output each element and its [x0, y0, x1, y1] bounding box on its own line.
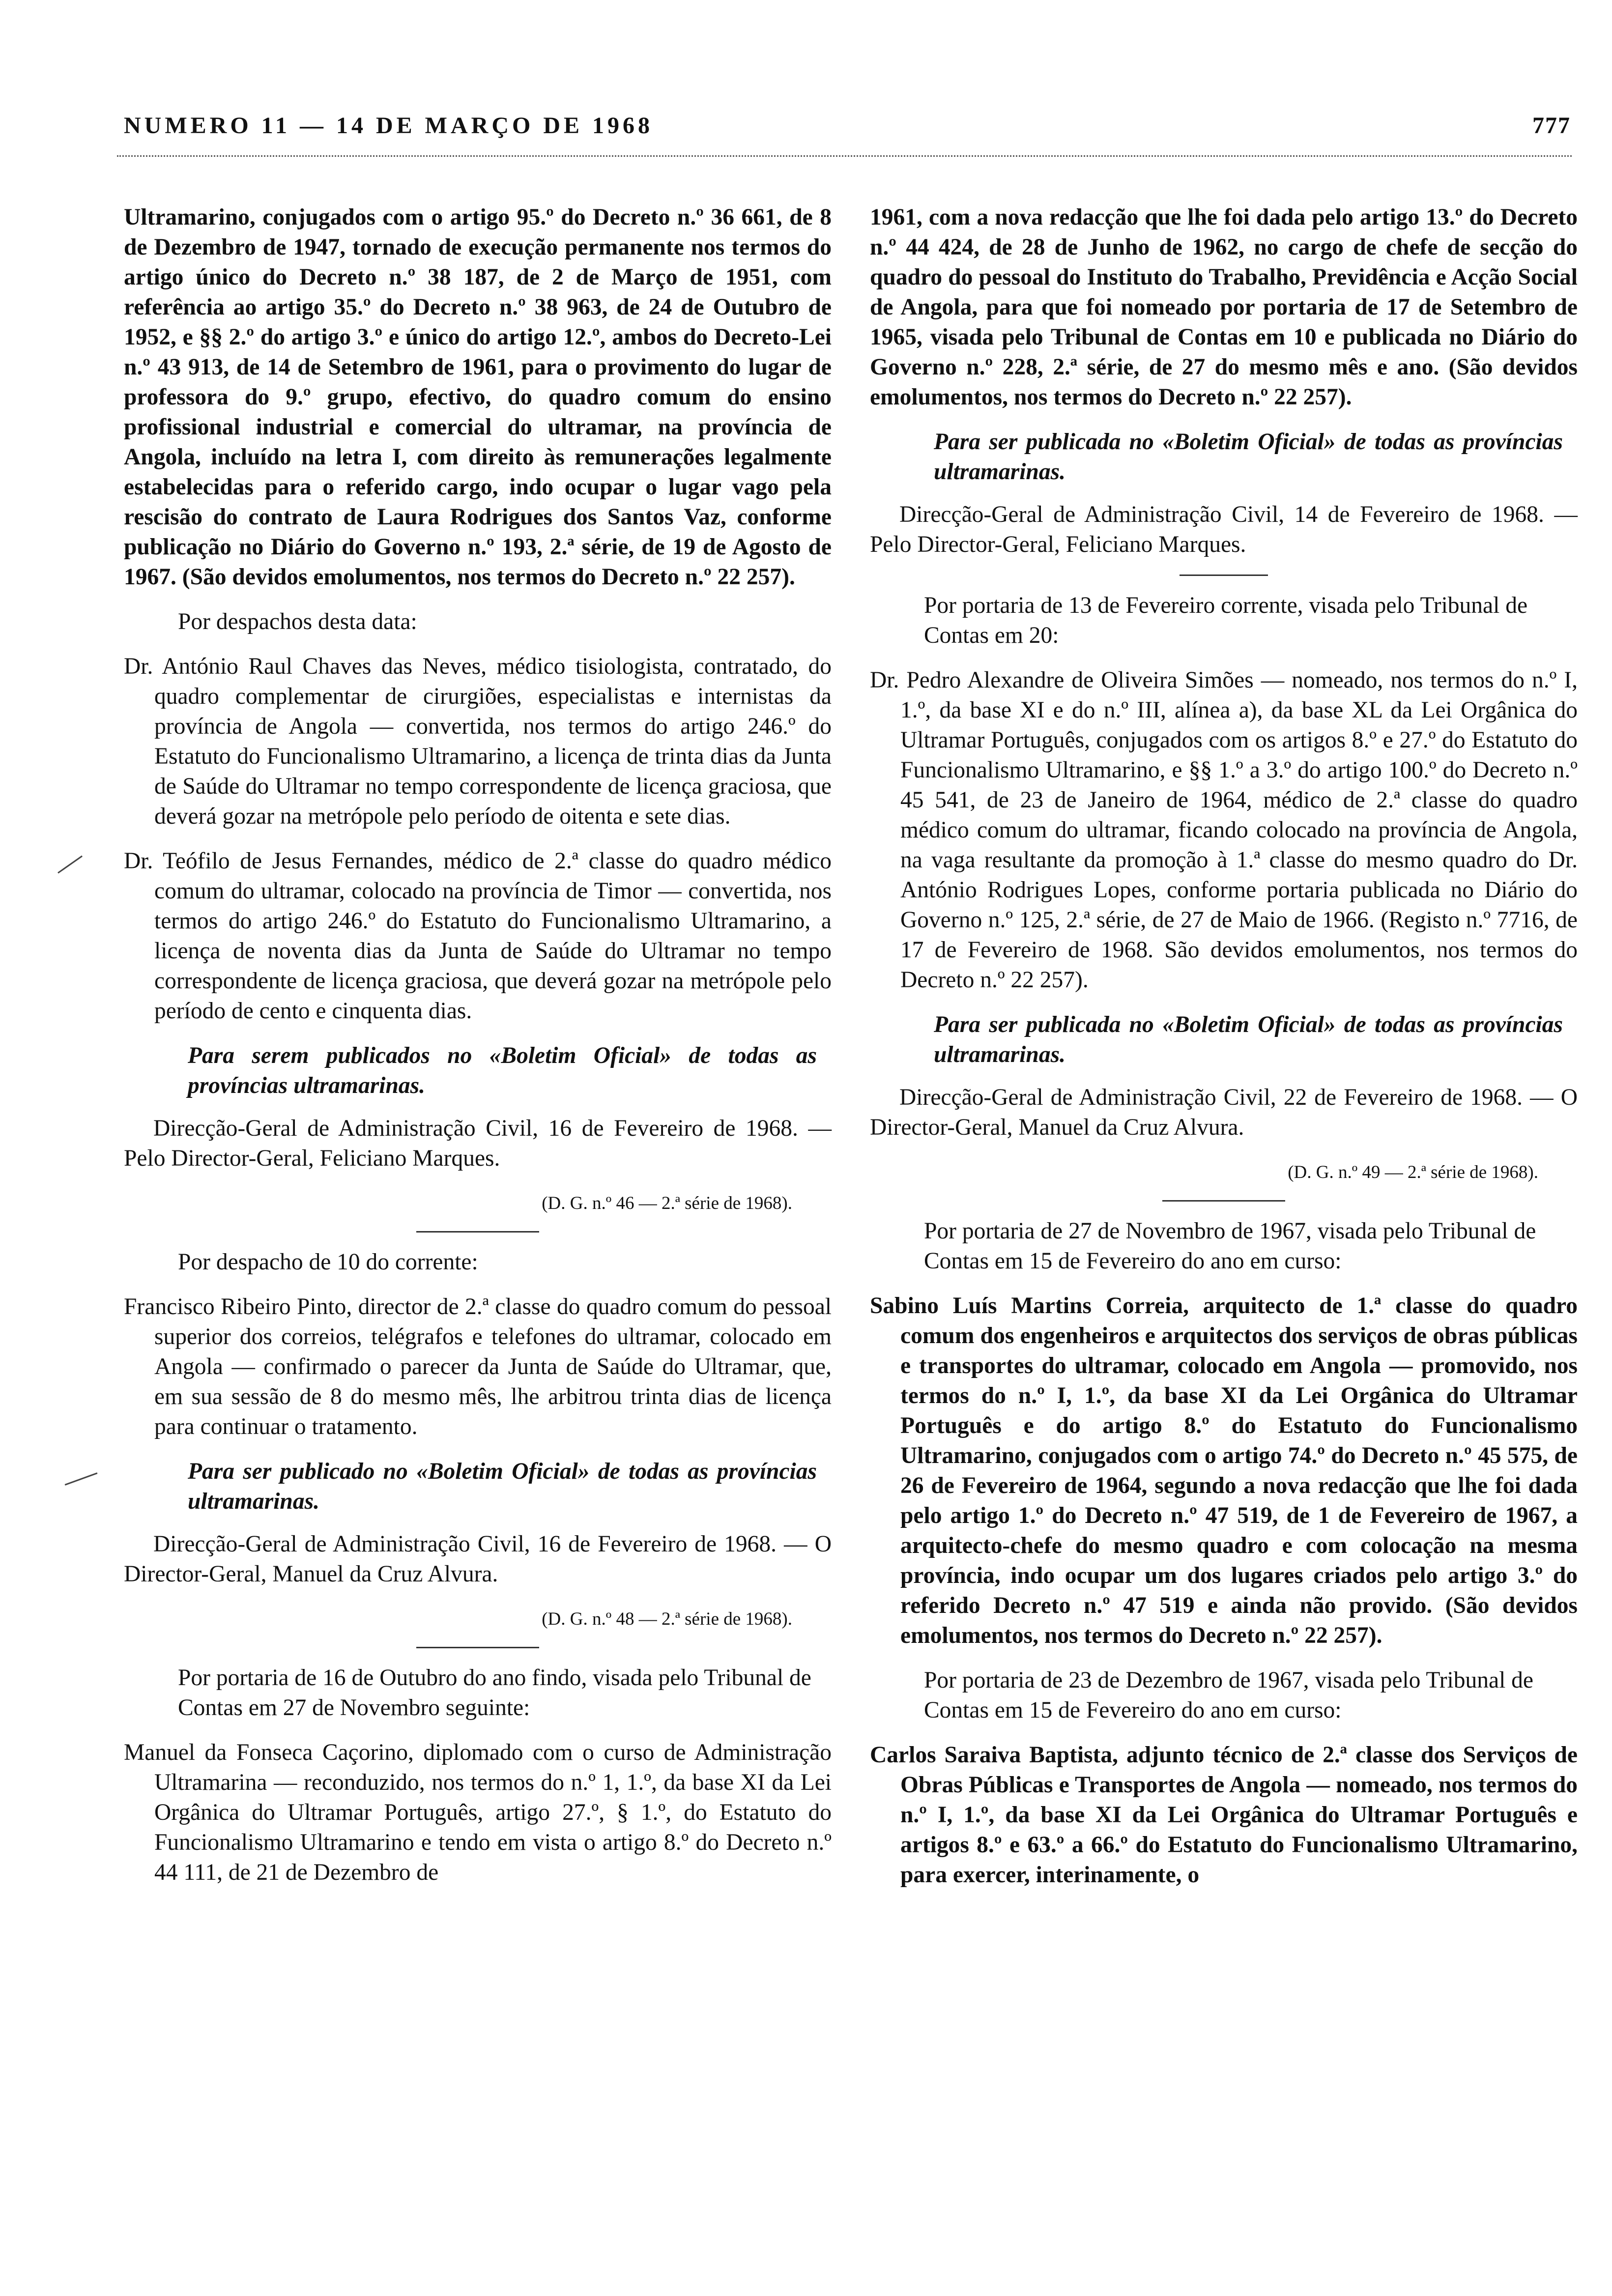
paragraph: 1961, com a nova redacção que lhe foi dada pelo artigo 13.º do Decreto n.º 44 424, de 28 de Junho de 1962, no cargo de chefe de secção do quadro do pessoal do Instituto do Trabalho, Previdência e Acção Social de Angola, para que foi nomeado por portaria de 17 de Setembro de 1965, visada pelo Tribunal de Contas em 10 e publicada no Diário do Governo n.º 228, 2.ª série, de 27 do mesmo mês e ano. (São devidos emolumentos, nos termos do Decreto n.º 22 257).: [870, 204, 1578, 410]
reference-note: (D. G. n.º 46 — 2.ª série de 1968).: [542, 1193, 792, 1213]
separator: [416, 1231, 539, 1233]
paragraph: Dr. Pedro Alexandre de Oliveira Simões — nomeado, nos termos do n.º I, 1.º, da base XI e do n.º III, alínea a), da base XL da Lei Orgânica do Ultramar Português, conjugados com os artigos 8.º e 27.º do Estatuto do Funcionalismo Ultramarino, e §§ 1.º a 3.º do artigo 100.º do Decreto n.º 45 541, de 23 de Janeiro de 1964, médico de 2.ª classe do quadro médico comum do ultramar, ficando colocado na província de Angola, na vaga resultante da promoção à 1.ª classe do mesmo quadro do Dr. António Rodrigues Lopes, conforme portaria publicada no Diário do Governo n.º 125, 2.ª série, de 27 de Maio de 1966. (Registo n.º 7716, de 17 de Fevereiro de 1968. São devidos emolumentos, nos termos do Decreto n.º 22 257).: [870, 667, 1578, 993]
right-column: [870, 202, 1578, 1905]
paragraph: Ultramarino, conjugados com o artigo 95.º do Decreto n.º 36 661, de 8 de Dezembro de 1947, tornado de execução permanente nos termos do artigo único do Decreto n.º 38 187, de 2 de Março de 1951, com referência ao artigo 35.º do Decreto n.º 38 963, de 24 de Outubro de 1952, e §§ 2.º do artigo 3.º e único do artigo 12.º, ambos do Decreto-Lei n.º 43 913, de 14 de Setembro de 1961, para o provimento do lugar de professora do 9.º grupo, efectivo, do quadro comum do ensino profissional industrial e comercial do ultramar, na província de Angola, incluído na letra I, com direito às remunerações legalmente estabelecidas para o referido cargo, indo ocupar o lugar vago pela rescisão do contrato de Laura Rodrigues dos Santos Vaz, conforme publicação no Diário do Governo n.º 193, 2.ª série, de 19 de Agosto de 1967. (São devidos emolumentos, nos termos do Decreto n.º 22 257).: [124, 204, 832, 590]
page-header: [124, 112, 1571, 146]
publication-note: Para ser publicado no «Boletim Oficial» de todas as províncias ultramarinas.: [188, 1459, 817, 1514]
dispatch-heading: Por despacho de 10 do corrente:: [178, 1249, 478, 1275]
separator: [1180, 574, 1268, 576]
header-rule: [117, 155, 1572, 157]
portaria-heading: Por portaria de 13 de Fevereiro corrente, visada pelo Tribunal de Contas em 20:: [924, 593, 1528, 648]
paragraph: Francisco Ribeiro Pinto, director de 2.ª classe do quadro comum do pessoal superior dos correios, telégrafos e telefones do ultramar, colocado em Angola — confirmado o parecer da Junta de Saúde do Ultramar, que, em sua sessão de 8 do mesmo mês, lhe arbitrou trinta dias de licença para continuar o tratamento.: [124, 1294, 832, 1439]
paragraph: Dr. Teófilo de Jesus Fernandes, médico de 2.ª classe do quadro médico comum do ultramar, colocado na província de Timor — convertida, nos termos do artigo 246.º do Estatuto do Funcionalismo Ultramarino, a licença de noventa dias da Junta de Saúde do Ultramar no tempo correspondente de licença graciosa, que deverá gozar na metrópole pelo período de cento e cinquenta dias.: [124, 848, 832, 1024]
paragraph: Manuel da Fonseca Caçorino, diplomado com o curso de Administração Ultramarina — reconduzido, nos termos do n.º 1, 1.º, da base XI da Lei Orgânica do Ultramar Português, artigo 27.º, § 1.º, do Estatuto do Funcionalismo Ultramarino e tendo em vista o artigo 8.º do Decreto n.º 44 111, de 21 de Dezembro de: [124, 1740, 832, 1885]
publication-note: Para ser publicada no «Boletim Oficial» de todas as províncias ultramarinas.: [934, 429, 1563, 485]
signature-line: Direcção-Geral de Administração Civil, 22 de Fevereiro de 1968. — O Director-Geral, Manuel da Cruz Alvura.: [870, 1085, 1578, 1140]
signature-line: Direcção-Geral de Administração Civil, 16 de Fevereiro de 1968. — O Director-Geral, Manuel da Cruz Alvura.: [124, 1531, 832, 1587]
dispatch-heading: Por despachos desta data:: [178, 609, 417, 634]
reference-note: (D. G. n.º 49 — 2.ª série de 1968).: [1288, 1162, 1538, 1182]
signature-line: Direcção-Geral de Administração Civil, 14 de Fevereiro de 1968. — Pelo Director-Geral, Feliciano Marques.: [870, 502, 1578, 557]
separator: [416, 1647, 539, 1648]
left-column: [124, 202, 832, 1902]
paragraph: Carlos Saraiva Baptista, adjunto técnico de 2.ª classe dos Serviços de Obras Públicas e Transportes de Angola — nomeado, nos termos do n.º I, 1.º, da base XI da Lei Orgânica do Ultramar Português e artigos 8.º e 63.º a 66.º do Estatuto do Funcionalismo Ultramarino, para exercer, interinamente, o: [870, 1742, 1578, 1888]
separator: [1162, 1200, 1285, 1202]
issue-date: NUMERO 11 — 14 DE MARÇO DE 1968: [124, 113, 653, 139]
portaria-heading: Por portaria de 16 de Outubro do ano findo, visada pelo Tribunal de Contas em 27 de Novembro seguinte:: [178, 1665, 811, 1721]
paragraph: Sabino Luís Martins Correia, arquitecto de 1.ª classe do quadro comum dos engenheiros e arquitectos dos serviços de obras públicas e transportes do ultramar, colocado em Angola — promovido, nos termos do n.º I, 1.º, da base XI da Lei Orgânica do Ultramar Português e do artigo 8.º do Estatuto do Funcionalismo Ultramarino, conjugados com o artigo 74.º do Decreto n.º 45 575, de 26 de Fevereiro de 1964, segundo a nova redacção que lhe foi dada pelo artigo 1.º do Decreto n.º 47 519, de 1 de Fevereiro de 1967, a arquitecto-chefe do mesmo quadro e com colocação na mesma província, indo ocupar um dos lugares criados pelo artigo 3.º do referido Decreto n.º 47 519 e ainda não provido. (São devidos emolumentos, nos termos do Decreto n.º 22 257).: [870, 1293, 1578, 1648]
page-number: 777: [1532, 113, 1571, 139]
paragraph: Dr. António Raul Chaves das Neves, médico tisiologista, contratado, do quadro complementar de cirurgiões, especialistas e internistas da província de Angola — convertida, nos termos do artigo 246.º do Estatuto do Funcionalismo Ultramarino, a licença de trinta dias da Junta de Saúde do Ultramar no tempo correspondente de licença graciosa, que deverá gozar na metrópole pelo período de oitenta e sete dias.: [124, 654, 832, 829]
margin-mark: [65, 1472, 98, 1486]
margin-mark: [58, 856, 94, 890]
publication-note: Para ser publicada no «Boletim Oficial» de todas as províncias ultramarinas.: [934, 1012, 1563, 1067]
reference-note: (D. G. n.º 48 — 2.ª série de 1968).: [542, 1609, 792, 1629]
portaria-heading: Por portaria de 23 de Dezembro de 1967, visada pelo Tribunal de Contas em 15 de Fevereiro do ano em curso:: [924, 1667, 1533, 1723]
portaria-heading: Por portaria de 27 de Novembro de 1967, visada pelo Tribunal de Contas em 15 de Fevereiro do ano em curso:: [924, 1218, 1536, 1274]
publication-note: Para serem publicados no «Boletim Oficial» de todas as províncias ultramarinas.: [188, 1043, 817, 1098]
signature-line: Direcção-Geral de Administração Civil, 16 de Fevereiro de 1968. — Pelo Director-Geral, Feliciano Marques.: [124, 1116, 832, 1171]
